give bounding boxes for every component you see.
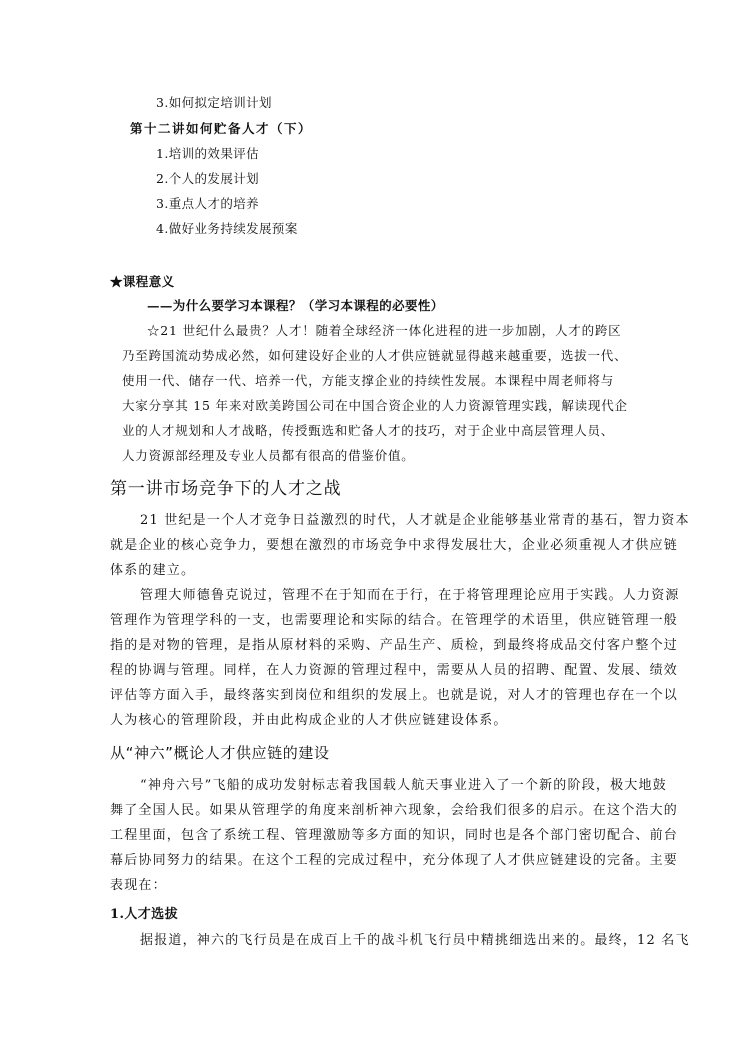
paragraph-line: 体系的建立。 [110,563,196,578]
paragraph-line: 舞了全国人民。如果从管理学的角度来剖析神六现象，会给我们很多的启示。在这个浩大的 [110,803,679,818]
toc-lecture-title: 第十二讲如何贮备人才（下） [130,121,313,136]
paragraph-line: 工程里面，包含了系统工程、管理激励等多方面的知识，同时也是各个部门密切配合、前台 [110,828,679,843]
toc-item: 2.个人的发展计划 [156,171,260,186]
paragraph-line: 大家分享其 15 年来对欧美跨国公司在中国合资企业的人力资源管理实践，解读现代企 [122,398,628,413]
section-title: 从“神六”概论人才供应链的建设 [110,744,330,762]
paragraph-line: 据报道，神六的飞行员是在成百上千的战斗机飞行员中精挑细选出来的。最终，12 名飞 [140,933,690,948]
paragraph-line: 使用一代、储存一代、培养一代，方能支撑企业的持续性发展。本课程中周老师将与 [122,373,615,388]
toc-item: 1.培训的效果评估 [156,146,260,161]
paragraph-line: 就是企业的核心竞争力，要想在激烈的市场竞争中求得发展壮大，企业必须重视人才供应链 [110,538,679,553]
section-heading: ★课程意义 [110,274,175,289]
paragraph-line: 管理作为管理学科的一支，也需要理论和实际的结合。在管理学的术语里，供应链管理一般 [110,613,679,628]
paragraph-line: “神舟六号”飞船的成功发射标志着我国载人航天事业进入了一个新的阶段，极大地鼓 [140,778,667,793]
paragraph-line: 人力资源部经理及专业人员都有很高的借鉴价值。 [122,448,415,463]
paragraph-line: 业的人才规划和人才战略，传授甄选和贮备人才的技巧，对于企业中高层管理人员、 [122,423,615,438]
toc-item: 3.重点人才的培养 [156,196,260,211]
paragraph-line: ☆21 世纪什么最贵？人才！随着全球经济一体化进程的进一步加剧，人才的跨区 [147,323,622,338]
paragraph-line: 指的是对物的管理，是指从原材料的采购、产品生产、质检，到最终将成品交付客户整个过 [110,638,679,653]
paragraph-line: 程的协调与管理。同样，在人力资源的管理过程中，需要从人员的招聘、配置、发展、绩效 [110,663,679,678]
paragraph-line: 21 世纪是一个人才竞争日益激烈的时代，人才就是企业能够基业常青的基石，智力资本 [140,513,690,528]
paragraph-line: 乃至跨国流动势成必然，如何建设好企业的人才供应链就显得越来越重要，选拔一代、 [122,348,628,363]
lecture-title: 第一讲市场竞争下的人才之战 [110,479,342,499]
paragraph-line: 幕后协同努力的结果。在这个工程的完成过程中，充分体现了人才供应链建设的完备。主要 [110,853,679,868]
toc-item: 3.如何拟定培训计划 [156,95,272,110]
subsection-heading: 1.人才选拔 [110,907,178,922]
paragraph-line: 管理大师德鲁克说过，管理不在于知而在于行，在于将管理理论应用于实践。人力资源 [140,588,680,603]
paragraph-line: 评估等方面入手，最终落实到岗位和组织的发展上。也就是说，对人才的管理也存在一个以 [110,688,679,703]
paragraph-line: 表现在： [110,878,167,893]
section-subtitle: ——为什么要学习本课程？（学习本课程的必要性） [147,298,444,313]
toc-item: 4.做好业务持续发展预案 [156,221,298,236]
paragraph-line: 人为核心的管理阶段，并由此构成企业的人才供应链建设体系。 [110,713,508,728]
